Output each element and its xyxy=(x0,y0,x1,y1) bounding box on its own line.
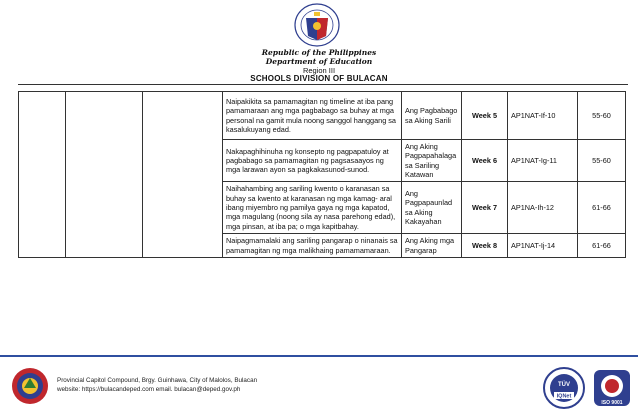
footer-website: website: https://bulacandeped.com email. bulacan@deped.gov.ph xyxy=(57,386,241,393)
department-heading: Department of Education xyxy=(265,57,373,66)
tuv-label: TÜV xyxy=(558,382,570,388)
topic-cell: Ang Aking Pagpapahalaga sa Sariling Katawan xyxy=(402,140,462,182)
division-heading: SCHOOLS DIVISION OF BULACAN xyxy=(250,74,388,83)
week-cell: Week 6 xyxy=(462,140,508,182)
week-cell: Week 8 xyxy=(462,234,508,258)
footer-address: Provincial Capitol Compound, Brgy. Guinhawa, City of Malolos, Bulacan xyxy=(57,377,258,384)
week-cell: Week 7 xyxy=(462,182,508,234)
republic-heading: Republic of the Philippines xyxy=(261,48,377,57)
code-cell: AP1NAT-Ij-14 xyxy=(508,234,578,258)
pages-cell: 61-66 xyxy=(578,234,626,258)
week-cell: Week 5 xyxy=(462,92,508,140)
deped-seal-logo xyxy=(290,2,344,48)
empty-cell xyxy=(66,92,143,258)
competency-cell: Nakapaghihinuha ng konsepto ng pagpapatuloy at pagbabago sa pamamagitan ng pagsasaayos ng mga larawan ayon sa pagkakasunod-sunod. xyxy=(223,140,402,182)
pages-cell: 61-66 xyxy=(578,182,626,234)
competency-cell: Naihahambing ang sariling kwento o karanasan sa buhay sa kwento at karanasan ng mga kamag- aral ibang miyembro ng pamilya gaya ng mga kapatod, mga magulang (noong sila ay nasa parehong edad), mga pinsan, at iba pa; o mga kapitbahay. xyxy=(223,182,402,234)
footer-rule xyxy=(0,355,638,357)
topic-cell: Ang Pagpapaunlad sa Aking Kakayahan xyxy=(402,182,462,234)
empty-cell xyxy=(19,92,66,258)
code-cell: AP1NAT-Ig-11 xyxy=(508,140,578,182)
iso-9001-badge xyxy=(592,366,632,410)
iqnet-label: IQNet xyxy=(556,393,572,400)
division-logo xyxy=(10,366,50,406)
iso-certification-badge xyxy=(540,366,588,410)
topic-cell: Ang Pagbabago sa Aking Sarili xyxy=(402,92,462,140)
pages-cell: 55-60 xyxy=(578,92,626,140)
topic-cell: Ang Aking mga Pangarap xyxy=(402,234,462,258)
region-heading: Region III xyxy=(302,66,336,75)
competency-cell: Naipakikita sa pamamagitan ng timeline at iba pang pamamaraan ang mga pagbabago sa buhay at mga personal na gamit mula noong sanggol hanggang sa kasalukuyang edad. xyxy=(223,92,402,140)
competency-cell: Naipagmamalaki ang sariling pangarap o ninanais sa pamamagitan ng mga malikhaing pamamamaraan. xyxy=(223,234,402,258)
code-cell: AP1NA-Ih-12 xyxy=(508,182,578,234)
code-cell: AP1NAT-If-10 xyxy=(508,92,578,140)
empty-cell xyxy=(143,92,223,258)
pages-cell: 55-60 xyxy=(578,140,626,182)
iso-label: ISO 9001 xyxy=(601,400,623,406)
table-row xyxy=(19,92,626,140)
curriculum-table xyxy=(18,91,626,258)
header-rule xyxy=(18,84,628,85)
